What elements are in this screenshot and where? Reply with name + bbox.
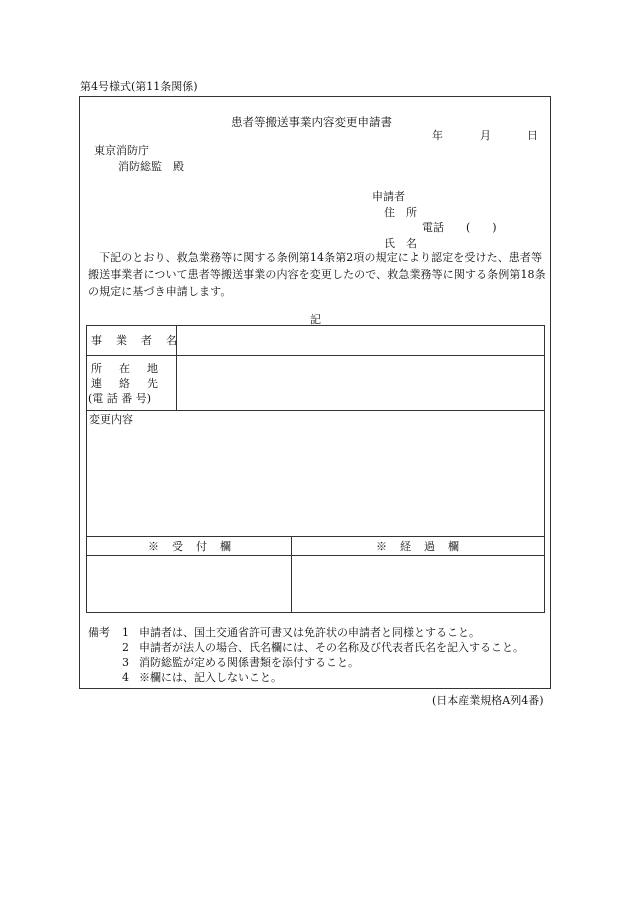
remark-text: 申請者は、国土交通省許可書又は免許状の申請者と同様とすること。 [139, 626, 480, 639]
paper-size-note: (日本産業規格A列4番) [432, 694, 544, 707]
change-details-field[interactable] [88, 428, 544, 534]
bottom-column-divider [291, 536, 292, 613]
form-title: 患者等搬送事業内容変更申請書 [231, 115, 392, 129]
progress-column-header: ※ 経 過 欄 [376, 540, 460, 553]
date-year-label: 年 [432, 129, 443, 142]
applicant-heading: 申請者 [372, 190, 405, 203]
change-details-label: 変更内容 [89, 413, 133, 426]
request-statement-text: 下記のとおり、救急業務等に関する条例第14条第2項の規定により認定を受けた、患者等搬送事業者について患者等搬送事業の内容を変更したので、救急業務等に関する条例第18条の規定に基づき申請します。 [88, 251, 546, 298]
form-number: 第4号様式(第11条関係) [80, 80, 198, 93]
contact-label: 連 絡 先 [91, 377, 161, 390]
request-statement [88, 249, 546, 300]
addressee-org: 東京消防庁 [94, 144, 149, 157]
business-name-label: 事 業 者 名 [91, 334, 179, 347]
row-divider [86, 410, 545, 411]
row-divider [86, 355, 545, 356]
progress-field [293, 557, 544, 612]
remark-number: 1 [122, 626, 129, 639]
applicant-address-label: 住 所 [384, 206, 417, 219]
location-contact-field[interactable] [178, 357, 544, 409]
applicant-phone-paren: ( ) [466, 221, 497, 234]
date-month-label: 月 [480, 129, 491, 142]
row-divider [86, 555, 545, 556]
remark-text: ※欄には、記入しないこと。 [139, 671, 282, 684]
reception-field [88, 557, 290, 612]
remark-text: 申請者が法人の場合、氏名欄には、その名称及び代表者氏名を記入すること。 [139, 641, 524, 654]
phone-number-label: (電 話 番 号) [88, 392, 152, 405]
row-divider [86, 536, 545, 537]
date-day-label: 日 [527, 129, 538, 142]
remark-number: 2 [122, 641, 129, 654]
reception-column-header: ※ 受 付 欄 [148, 540, 232, 553]
applicant-name-label: 氏 名 [384, 237, 417, 250]
location-label: 所 在 地 [91, 362, 161, 375]
business-name-field[interactable] [176, 327, 544, 354]
addressee-person: 消防総監 殿 [118, 160, 184, 173]
applicant-phone-label: 電話 [422, 221, 444, 234]
remark-text: 消防総監が定める関係書類を添付すること。 [139, 656, 359, 669]
remark-number: 3 [122, 656, 129, 669]
remarks-label: 備考 [88, 626, 110, 639]
ki-marker: 記 [310, 313, 321, 326]
remark-number: 4 [122, 671, 129, 684]
